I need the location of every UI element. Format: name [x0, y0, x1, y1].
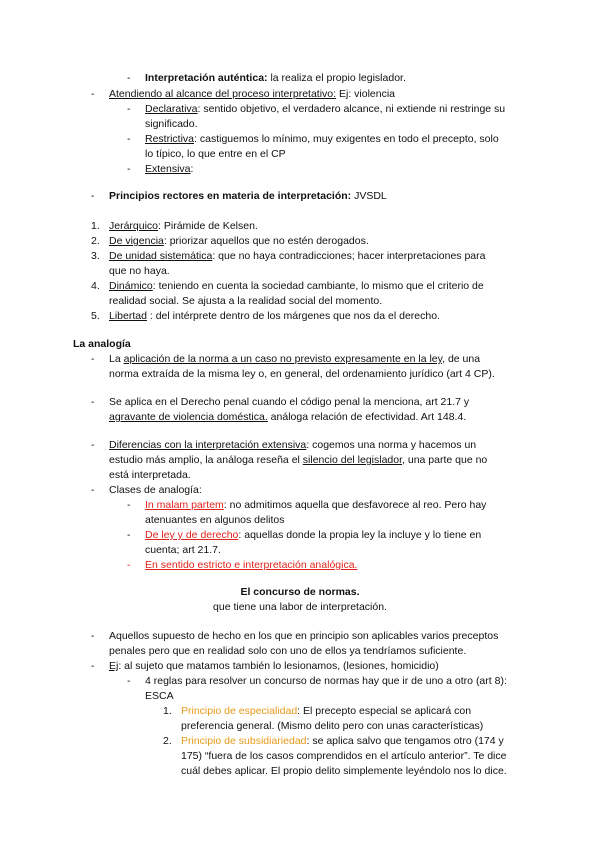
list-dash: - — [91, 484, 95, 496]
especialidad-line-2: preferencia general. (Mismo delito pero con unas características) — [181, 720, 484, 732]
diferencias-text-2: estudio más amplio, la análoga reseña el — [109, 454, 303, 466]
supuesto-line-2: penales pero que en realidad solo con uno de ellos ya tendríamos suficiente. — [109, 645, 467, 657]
list-number: 1. — [163, 705, 172, 717]
principio-label: Libertad — [109, 310, 147, 322]
restrictiva-label: Restrictiva — [145, 133, 195, 145]
list-number: 2. — [163, 735, 172, 747]
subsidiariedad-line-3: cuál debes aplicar. El propio delito simplemente leyéndolo nos lo dice. — [181, 765, 507, 777]
declarativa-line — [145, 102, 505, 117]
especialidad-line — [181, 704, 471, 719]
list-number: 3. — [91, 250, 100, 262]
extensiva-text: : — [190, 163, 194, 175]
restrictiva-line-2: lo típico, lo que entre en el CP — [145, 148, 286, 160]
malam-label: In malam partem — [145, 499, 224, 511]
list-dash: - — [127, 559, 131, 571]
analogia-penal-text: análoga relación de efectividad. Art 148.4. — [267, 411, 467, 423]
malam-line-2: atenuantes en algunos delitos — [145, 514, 285, 526]
principio-item — [109, 219, 258, 234]
analogia-def — [109, 352, 480, 367]
autentica-line — [145, 71, 406, 86]
especialidad-label: Principio de especialidad — [181, 705, 298, 717]
analogia-penal: Se aplica en el Derecho penal cuando el código penal la menciona, art 21.7 y — [109, 396, 470, 408]
diferencias-line — [109, 438, 476, 453]
list-dash: - — [91, 353, 95, 365]
principio-item — [109, 234, 369, 249]
ley-derecho-text: : aquellas donde la propia ley la incluye y lo tiene en — [238, 529, 482, 541]
list-number: 1. — [91, 220, 100, 232]
subsidiariedad-line — [181, 734, 504, 749]
list-dash: - — [127, 103, 131, 115]
principio-item — [109, 309, 440, 324]
subsidiariedad-label: Principio de subsidiariedad — [181, 735, 307, 747]
silencio-underlined: silencio del legislador — [302, 454, 403, 466]
principios-heading-text: Principios rectores en materia de interpretación: — [109, 190, 352, 202]
alcance-label: Atendiendo al alcance del proceso interpretativo: — [109, 88, 337, 100]
list-number: 4. — [91, 280, 100, 292]
principio-line-2: realidad social. Se ajusta a la realidad social del momento. — [109, 295, 383, 307]
analogia-def-underlined: aplicación de la norma a un caso no previsto expresamente en la ley — [123, 353, 443, 365]
malam-text: : no admitimos aquella que desfavorece al reo. Pero hay — [223, 499, 487, 511]
ley-derecho-label: De ley y de derecho — [145, 529, 239, 541]
analogia-penal-line-2 — [109, 410, 466, 425]
reglas-line: 4 reglas para resolver un concurso de normas hay que ir de uno a otro (art 8): — [145, 675, 507, 687]
ejemplo-label: Ej — [109, 660, 119, 672]
list-dash: - — [127, 163, 131, 175]
analogia-def-line-2: norma extraída de la misma ley o, en general, del ordenamiento jurídico (art 4 CP). — [109, 368, 495, 380]
list-number: 5. — [91, 310, 100, 322]
list-dash: - — [127, 499, 131, 511]
alcance-text: Ej: violencia — [336, 88, 396, 100]
restrictiva-line — [145, 132, 499, 147]
principio-text: : Pirámide de Kelsen. — [158, 220, 258, 232]
principio-label: Dinámico — [109, 280, 153, 292]
principio-label: De unidad sistemática — [109, 250, 213, 262]
ley-derecho-line — [145, 528, 481, 543]
list-dash: - — [91, 660, 95, 672]
principios-heading — [109, 189, 387, 204]
principio-line-2: que no haya. — [109, 265, 170, 277]
diferencias-text: : cogemos una norma y hacemos un — [306, 439, 477, 451]
diferencias-label: Diferencias con la interpretación extensiva — [109, 439, 307, 451]
autentica-text: la realiza el propio legislador. — [267, 72, 406, 84]
concurso-title: El concurso de normas. — [240, 586, 360, 598]
list-dash: - — [91, 439, 95, 451]
estricto-line — [145, 558, 357, 573]
principio-text: : del intérprete dentro de los márgenes que nos da el derecho. — [146, 310, 440, 322]
supuesto-line: Aquellos supuesto de hecho en los que en principio son aplicables varios preceptos — [109, 630, 499, 642]
list-dash: - — [127, 675, 131, 687]
ejemplo-text: : al sujeto que matamos también lo lesionamos, (lesiones, homicidio) — [118, 660, 439, 672]
concurso-subtitle: que tiene una labor de interpretación. — [213, 601, 387, 613]
principio-item — [109, 249, 485, 264]
restrictiva-text: : castiguemos lo mínimo, muy exigentes en todo el precepto, solo — [194, 133, 499, 145]
list-dash: - — [91, 396, 95, 408]
principio-item — [109, 279, 484, 294]
clases-label: Clases de analogía: — [109, 484, 202, 496]
list-dash: - — [91, 190, 95, 202]
declarativa-label: Declarativa — [145, 103, 198, 115]
list-number: 2. — [91, 235, 100, 247]
analogia-def-text: , de una — [442, 353, 481, 365]
diferencias-line-2 — [109, 453, 487, 468]
alcance-line — [109, 87, 395, 102]
analogia-def-pre: La — [109, 353, 124, 365]
autentica-label: Interpretación auténtica: — [145, 72, 268, 84]
list-dash: - — [127, 72, 131, 84]
declarativa-line-2: significado. — [145, 118, 198, 130]
principios-acronym: JVSDL — [351, 190, 387, 202]
subsidiariedad-text: : se aplica salvo que tengamos otro (174 y — [306, 735, 504, 747]
agravante-underlined: agravante de violencia doméstica. — [109, 411, 268, 423]
principio-label: Jerárquico — [109, 220, 159, 232]
list-dash: - — [91, 630, 95, 642]
estricto-label: En sentido estricto e interpretación analógica. — [145, 559, 358, 571]
ley-derecho-line-2: cuenta; art 21.7. — [145, 544, 221, 556]
list-dash: - — [127, 133, 131, 145]
subsidiariedad-line-2: 175) “fuera de los casos comprendidos en el artículo anterior”. Te dice — [181, 750, 507, 762]
reglas-acronym: ESCA — [145, 690, 174, 702]
analogia-title: La analogía — [73, 338, 131, 350]
principio-text: : que no haya contradicciones; hacer interpretaciones para — [212, 250, 486, 262]
especialidad-text: : El precepto especial se aplicará con — [297, 705, 472, 717]
malam-line — [145, 498, 486, 513]
extensiva-label: Extensiva — [145, 163, 191, 175]
declarativa-text: : sentido objetivo, el verdadero alcance, ni extiende ni restringe su — [197, 103, 506, 115]
ejemplo-line — [109, 659, 439, 674]
principio-text: : teniendo en cuenta la sociedad cambiante, lo mismo que el criterio de — [152, 280, 484, 292]
extensiva-line — [145, 162, 193, 177]
principio-label: De vigencia — [109, 235, 164, 247]
list-dash: - — [127, 529, 131, 541]
principio-text: : priorizar aquellos que no estén derogados. — [163, 235, 369, 247]
diferencias-line-3: está interpretada. — [109, 469, 191, 481]
list-dash: - — [91, 88, 95, 100]
diferencias-text-3: , una parte que no — [402, 454, 488, 466]
